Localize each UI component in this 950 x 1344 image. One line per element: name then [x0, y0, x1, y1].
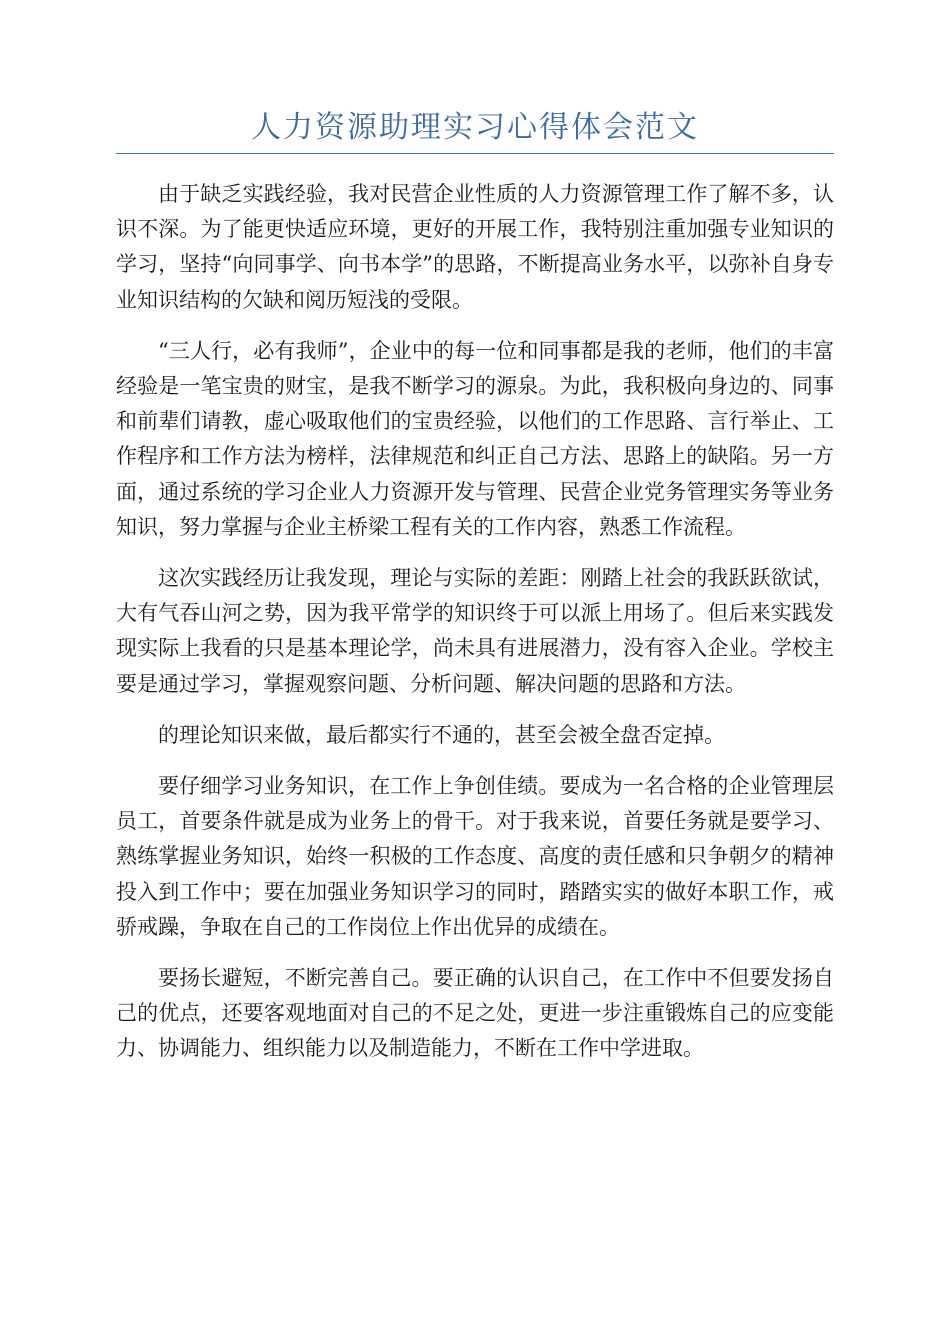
paragraph: “三人行，必有我师”，企业中的每一位和同事都是我的老师，他们的丰富经验是一笔宝贵的财宝，是我不断学习的源泉。为此，我积极向身边的、同事和前辈们请教，虚心吸取他们的宝贵经验，以他们的工作思路、言行举止、工作程序和工作方法为榜样，法律规范和纠正自己方法、思路上的缺陷。另一方面，通过系统的学习企业人力资源开发与管理、民营企业党务管理实务等业务知识，努力掌握与企业主桥梁工程有关的工作内容，熟悉工作流程。	[116, 338, 834, 539]
paragraph: 要扬长避短，不断完善自己。要正确的认识自己，在工作中不但要发扬自己的优点，还要客观地面对自己的不足之处，更进一步注重锻炼自己的应变能力、协调能力、组织能力以及制造能力，不断在工作中学进取。	[116, 966, 834, 1061]
paragraph: 要仔细学习业务知识，在工作上争创佳绩。要成为一名合格的企业管理层员工，首要条件就是成为业务上的骨干。对于我来说，首要任务就是要学习、熟练掌握业务知识，始终一积极的工作态度、高度的责任感和只争朝夕的精神投入到工作中；要在加强业务知识学习的同时，踏踏实实的做好本职工作，戒骄戒躁，争取在自己的工作岗位上作出优异的成绩在。	[116, 774, 834, 939]
title-underline	[116, 153, 834, 154]
document-title: 人力资源助理实习心得体会范文	[251, 110, 699, 145]
paragraph: 的理论知识来做，最后都实行不通的，甚至会被全盘否定掉。	[158, 722, 725, 747]
paragraph: 由于缺乏实践经验，我对民营企业性质的人力资源管理工作了解不多，认识不深。为了能更快适应环境，更好的开展工作，我特别注重加强专业知识的学习，坚持“向同事学、向书本学”的思路，不断提高业务水平，以弥补自身专业知识结构的欠缺和阅历短浅的受限。	[116, 182, 834, 312]
document-body	[116, 177, 834, 1083]
paragraph: 这次实践经历让我发现，理论与实际的差距：刚踏上社会的我跃跃欲试，大有气吞山河之势，因为我平常学的知识终于可以派上用场了。但后来实践发现实际上我看的只是基本理论学，尚未具有进展潜力，没有容入企业。学校主要是通过学习，掌握观察问题、分析问题、解决问题的思路和方法。	[116, 566, 834, 696]
